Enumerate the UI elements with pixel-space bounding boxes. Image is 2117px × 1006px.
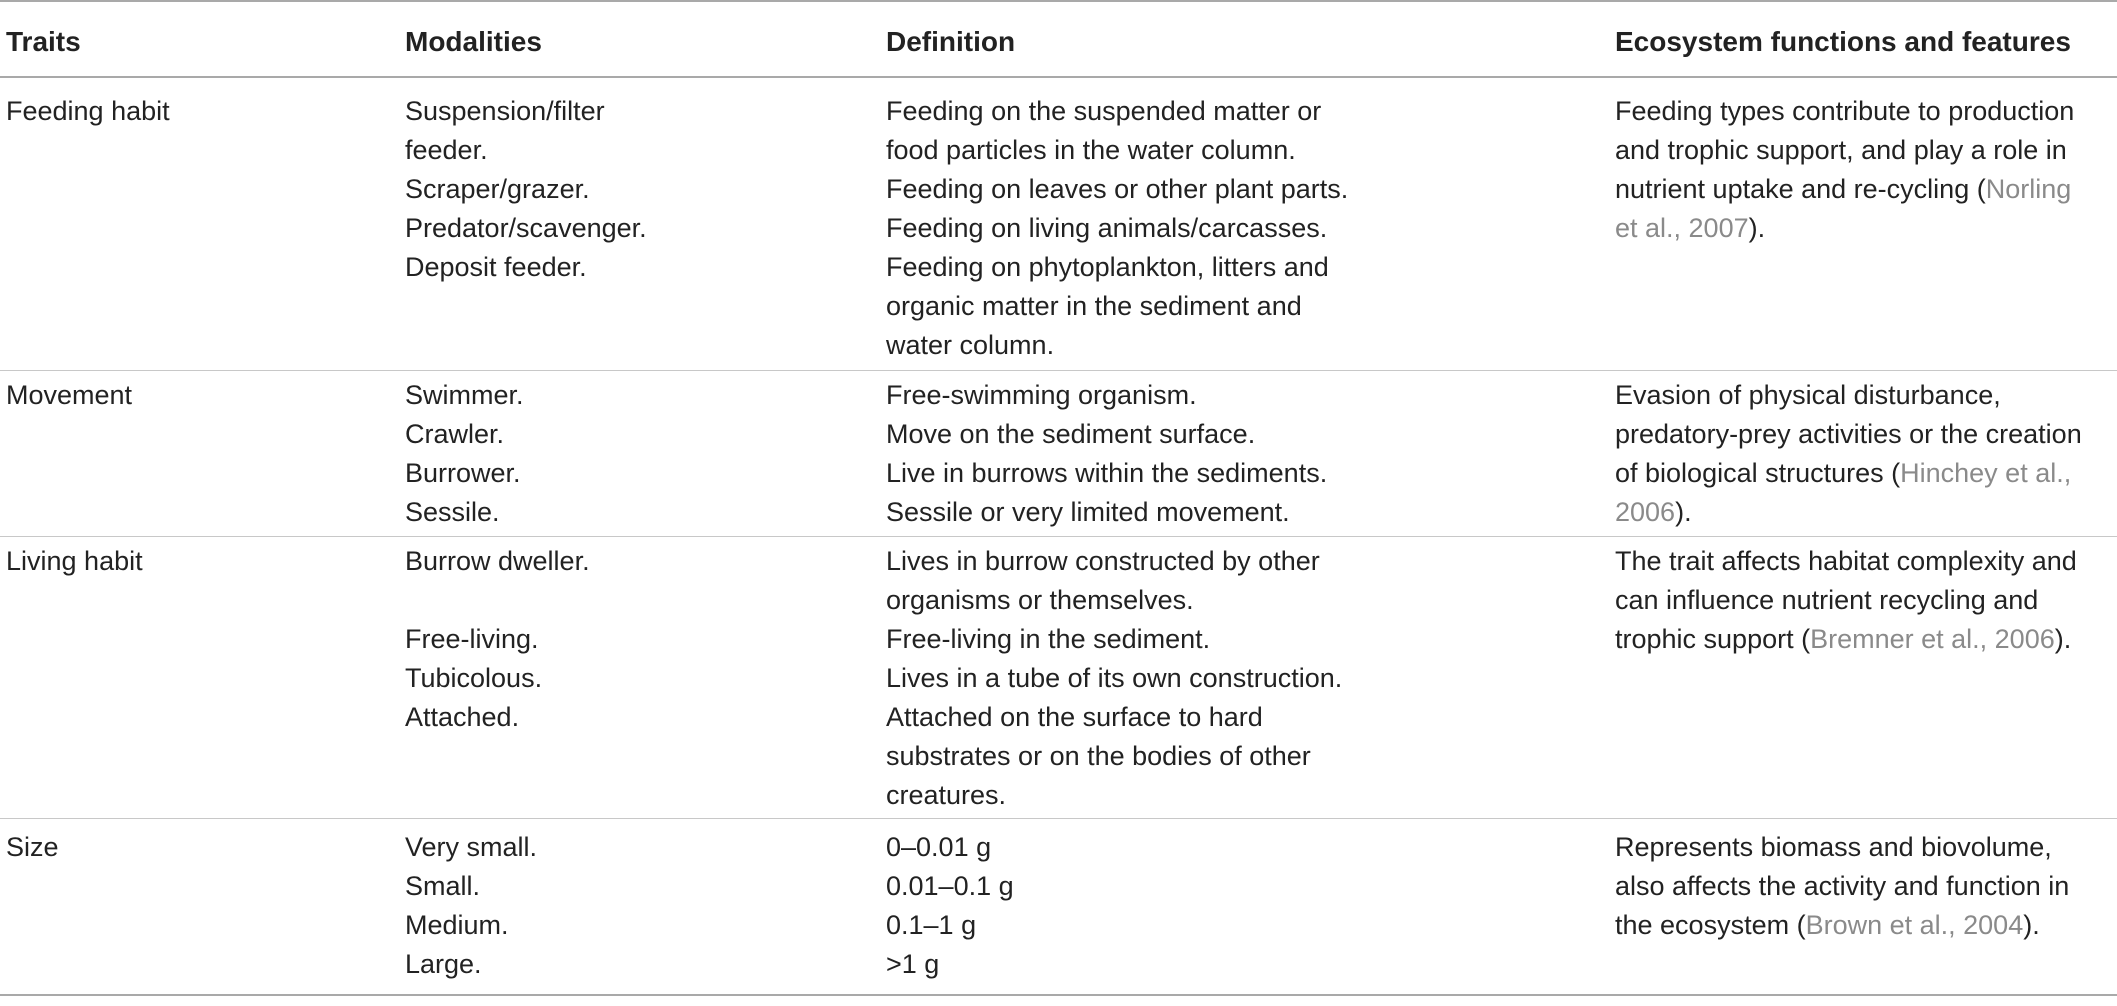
table-top-rule [0, 0, 2117, 2]
trait-size: Size [6, 832, 59, 862]
definition-line: Live in burrows within the sediments. [886, 458, 1328, 488]
modality-item: Deposit feeder. [405, 252, 587, 282]
definitions-movement [886, 376, 1327, 532]
row-divider [0, 370, 2117, 371]
header-rule [0, 76, 2117, 78]
citation-link[interactable]: et al., 2007 [1615, 213, 1749, 243]
function-text: nutrient uptake and re-cycling ( [1615, 174, 1986, 204]
definition-line: Lives in burrow constructed by other [886, 546, 1320, 576]
definition-line: Move on the sediment surface. [886, 419, 1256, 449]
definition-line: 0–0.01 g [886, 832, 992, 862]
citation-link[interactable]: Brown et al., 2004 [1805, 910, 2024, 940]
definition-line: >1 g [886, 949, 940, 979]
functions-size [1615, 828, 2069, 945]
modality-item: Medium. [405, 910, 509, 940]
modality-item: Small. [405, 871, 481, 901]
definition-line: Feeding on living animals/carcasses. [886, 213, 1328, 243]
citation-link[interactable]: Norling [1985, 174, 2072, 204]
function-line: can influence nutrient recycling and [1615, 585, 2039, 615]
function-line [1615, 906, 2069, 945]
function-text: ). [2054, 624, 2072, 654]
row-divider [0, 536, 2117, 537]
functions-feeding-habit [1615, 92, 2074, 248]
function-text: ). [1748, 213, 1766, 243]
functions-movement [1615, 376, 2082, 532]
definition-line: creatures. [886, 780, 1007, 810]
modality-item: Attached. [405, 702, 520, 732]
modality-item: Very small. [405, 832, 538, 862]
header-modalities: Modalities [405, 26, 542, 57]
definition-line: 0.1–1 g [886, 910, 977, 940]
definition-line: Lives in a tube of its own construction. [886, 663, 1343, 693]
modality-item: Large. [405, 949, 482, 979]
row-divider [0, 818, 2117, 819]
modality-item: Swimmer. [405, 380, 524, 410]
header-functions: Ecosystem functions and features [1615, 26, 2071, 57]
functions-living-habit [1615, 542, 2077, 659]
definition-line: Feeding on the suspended matter or [886, 96, 1322, 126]
definition-line: organic matter in the sediment and [886, 291, 1302, 321]
definition-line: Free-living in the sediment. [886, 624, 1211, 654]
function-line: also affects the activity and function in [1615, 871, 2070, 901]
function-line: and trophic support, and play a role in [1615, 135, 2067, 165]
definition-line: Attached on the surface to hard [886, 702, 1263, 732]
definition-line: Sessile or very limited movement. [886, 497, 1290, 527]
trait-living-habit: Living habit [6, 546, 143, 576]
definition-line: food particles in the water column. [886, 135, 1296, 165]
function-line: Feeding types contribute to production [1615, 96, 2075, 126]
modality-item: Burrower. [405, 458, 521, 488]
function-line [1615, 454, 2082, 493]
table-bottom-rule [0, 994, 2117, 996]
modality-item: Scraper/grazer. [405, 174, 590, 204]
citation-link[interactable]: 2006 [1615, 497, 1676, 527]
modalities-size [405, 828, 537, 984]
modality-item: feeder. [405, 135, 488, 165]
function-text: the ecosystem ( [1615, 910, 1806, 940]
definition-line: 0.01–0.1 g [886, 871, 1014, 901]
modality-item: Suspension/filter [405, 96, 605, 126]
function-line [1615, 170, 2074, 209]
trait-feeding-habit: Feeding habit [6, 96, 170, 126]
function-line [1615, 209, 2074, 248]
definition-line: substrates or on the bodies of other [886, 741, 1311, 771]
function-text: of biological structures ( [1615, 458, 1901, 488]
function-line: Represents biomass and biovolume, [1615, 832, 2052, 862]
function-text: ). [1675, 497, 1692, 527]
definitions-living-habit [886, 542, 1342, 815]
function-line: predatory-prey activities or the creation [1615, 419, 2082, 449]
modality-item: Tubicolous. [405, 663, 543, 693]
definitions-size [886, 828, 1014, 984]
definitions-feeding-habit [886, 92, 1348, 365]
modality-item: Crawler. [405, 419, 505, 449]
modality-item: Free-living. [405, 624, 539, 654]
modality-item [405, 581, 590, 620]
function-text: trophic support ( [1615, 624, 1811, 654]
citation-link[interactable]: Bremner et al., 2006 [1810, 624, 2055, 654]
definition-line: Feeding on leaves or other plant parts. [886, 174, 1349, 204]
definition-line: Free-swimming organism. [886, 380, 1197, 410]
function-line: The trait affects habitat complexity and [1615, 546, 2077, 576]
header-traits: Traits [6, 26, 81, 57]
modalities-movement [405, 376, 524, 532]
function-line [1615, 493, 2082, 532]
modality-item: Predator/scavenger. [405, 213, 647, 243]
modalities-feeding-habit [405, 92, 647, 287]
header-definition: Definition [886, 26, 1016, 57]
function-text: ). [2023, 910, 2040, 940]
modalities-living-habit [405, 542, 590, 737]
modality-item: Burrow dweller. [405, 546, 590, 576]
function-line: Evasion of physical disturbance, [1615, 380, 2001, 410]
modality-item: Sessile. [405, 497, 500, 527]
definition-line: water column. [886, 330, 1055, 360]
definition-line: Feeding on phytoplankton, litters and [886, 252, 1329, 282]
function-line [1615, 620, 2077, 659]
definition-line: organisms or themselves. [886, 585, 1194, 615]
citation-link[interactable]: Hinchey et al., [1900, 458, 2072, 488]
trait-movement: Movement [6, 380, 133, 410]
